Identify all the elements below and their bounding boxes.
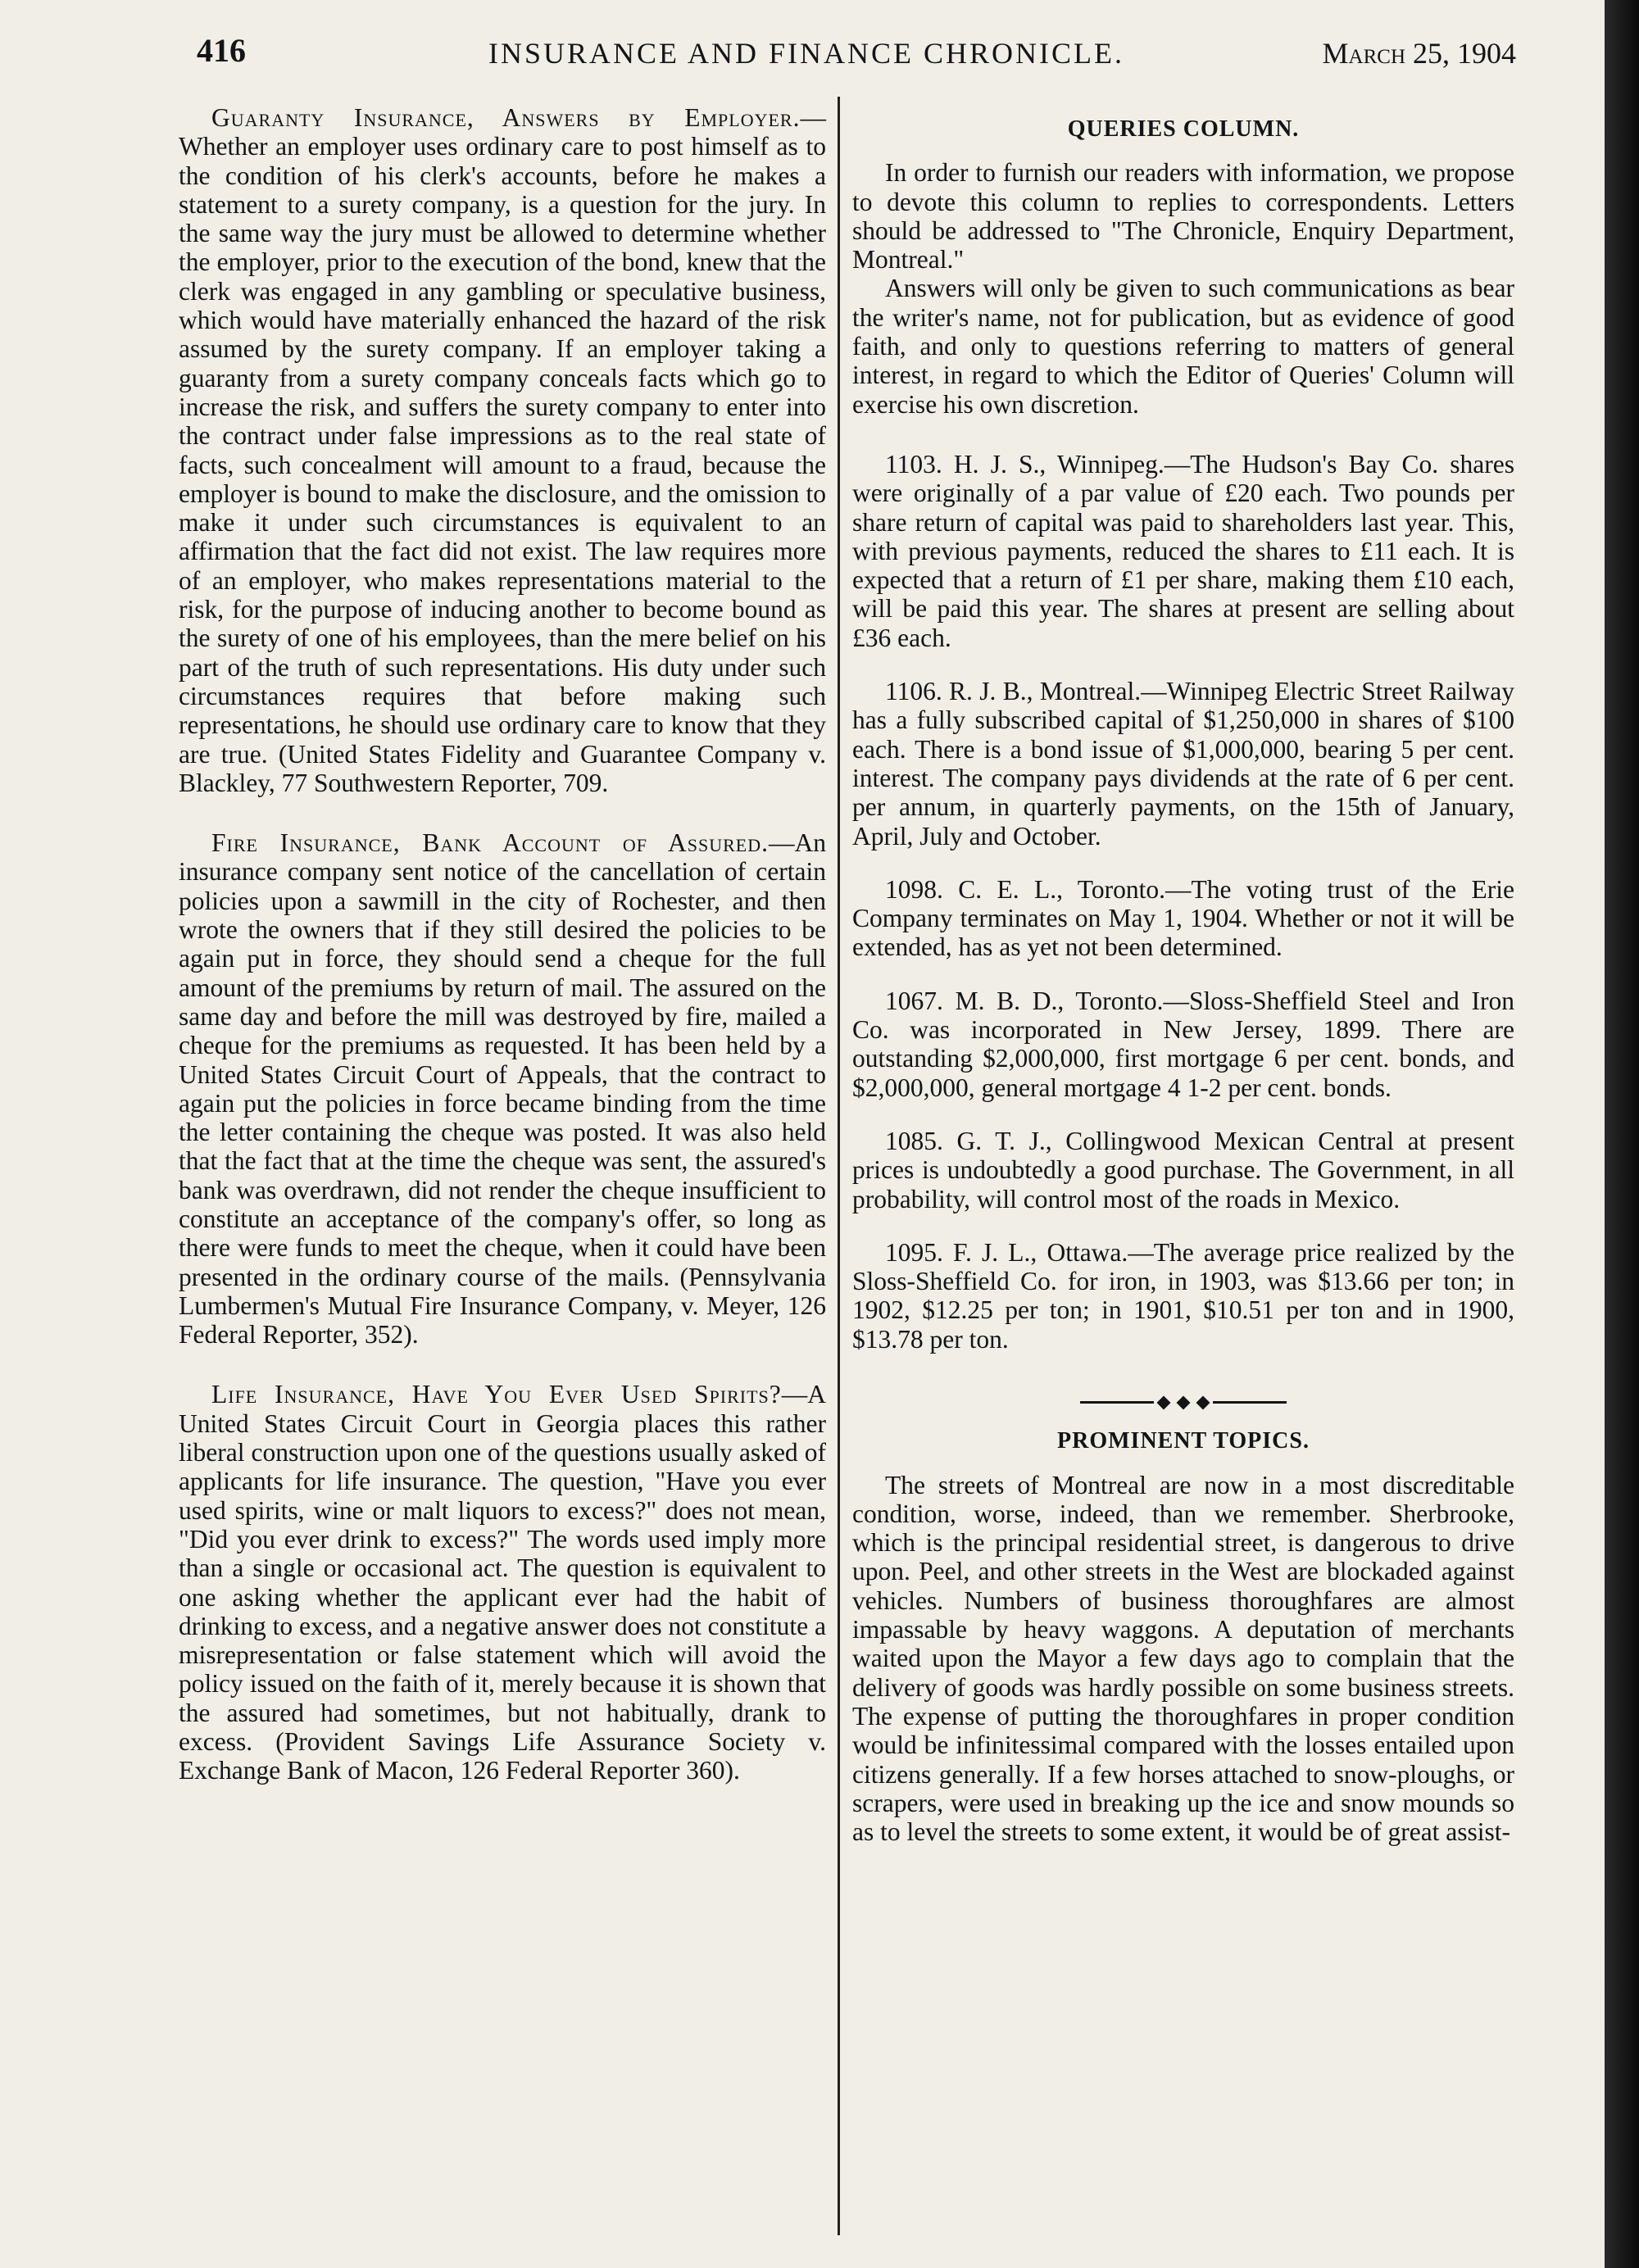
section-ornament	[852, 1386, 1514, 1415]
article-heading: Fire Insurance, Bank Account of Assured.	[211, 828, 769, 858]
prominent-topics-heading: PROMINENT TOPICS.	[1057, 1428, 1310, 1454]
article-body: —A United States Circuit Court in Georgia places this rather liberal construction upon one of the questions usually asked of applicants for life insurance. The question, "Have you ever used spirits, wine or malt liquors to excess?" does not mean, "Did you ever drink to excess?" The words used imply more than a single or occasional act. The question is equivalent to one asking whether the applicant ever had the habit of drinking to excess, and a negative answer does not constitute a misrepresentation or false statement which will avoid the policy issued on the faith of it, merely because it is shown that the assured had sometimes, but not habitually, drank to excess. (Provident Savings Life Assurance Society v. Exchange Bank of Macon, 126 Federal Reporter 360).	[179, 1380, 826, 1785]
page-header	[0, 31, 1613, 80]
article-paragraph	[179, 1380, 826, 1785]
column-divider	[838, 97, 840, 2235]
query-item: 1098. C. E. L., Toronto.—The voting trust of the Erie Company terminates on May 1, 1904. Whether or not it will be extended, has as yet not been determined.	[852, 874, 1514, 962]
queries-column-heading: QUERIES COLUMN.	[1067, 116, 1300, 142]
query-item: 1067. M. B. D., Toronto.—Sloss-Sheffield Steel and Iron Co. was incorporated in New Jersey, 1899. There are outstanding $2,000,000, first mortgage 6 per cent. bonds, and $2,000,000, general mortgage 4 1-2 per cent. bonds.	[852, 986, 1514, 1102]
article-heading: Guaranty Insurance, Answers by Employer.	[211, 103, 801, 132]
article-body: —Whether an employer uses ordinary care to post himself as to the condition of his clerk's accounts, before he makes a statement to a surety company, is a question for the jury. In the same way the jury must be allowed to determine whether the employer, prior to the execution of the bond, knew that the clerk was engaged in any gambling or speculative business, which would have materially enhanced the hazard of the risk assumed by the surety company. If an employer taking a guaranty from a surety company conceals facts which go to increase the risk, and suffers the surety company to enter into the contract under false impressions as to the real state of facts, such concealment will amount to a fraud, because the employer is bound to make the disclosure, and the omission to make it under such circumstances is equivalent to an affirmation that the fact did not exist. The law requires more of an employer, who makes representations material to the risk, for the purpose of inducing another to become bound as the surety of one of his employees, than the mere belief on his part of the truth of such representations. His duty under such circumstances requires that before making such representations, he should use ordinary care to know that they are true. (United States Fidelity and Guarantee Company v. Blackley, 77 Southwestern Reporter, 709.	[179, 103, 826, 797]
right-column	[852, 103, 1514, 1846]
intro-paragraph: Answers will only be given to such communications as bear the writer's name, not for publication, but as evidence of good faith, and only to questions referring to matters of general interest, in regard to which the Editor of Queries' Column will exercise his own discretion.	[852, 274, 1514, 419]
running-title: INSURANCE AND FINANCE CHRONICLE.	[488, 37, 1125, 70]
article-body: —An insurance company sent notice of the cancellation of certain policies upon a sawmill in the city of Rochester, and then wrote the owners that if they still desired the policies to be again put in force, they should send a cheque for the full amount of the premiums by return of mail. The assured on the same day and before the mill was destroyed by fire, mailed a cheque for the premiums as requested. It has been held by a United States Circuit Court of Appeals, that the contract to again put the policies in force became binding from the time the letter containing the cheque was posted. It was also held that the fact that at the time the cheque was sent, the assured's bank was overdrawn, did not render the cheque insufficient to constitute an acceptance of the company's offer, so long as there were funds to meet the cheque, when it could have been presented in the ordinary course of the mails. (Pennsylvania Lumbermen's Mutual Fire Insurance Company, v. Meyer, 126 Federal Reporter, 352).	[179, 828, 826, 1349]
article-paragraph	[179, 103, 826, 797]
article-guaranty-insurance	[179, 103, 826, 797]
intro-paragraph: In order to furnish our readers with information, we propose to devote this column to replies to correspondents. Letters should be addressed to "The Chronicle, Enquiry Department, Montreal."	[852, 158, 1514, 274]
scan-edge	[1605, 0, 1639, 2268]
query-item: 1106. R. J. B., Montreal.—Winnipeg Electric Street Railway has a fully subscribed capital of $1,250,000 in shares of $100 each. There is a bond issue of $1,000,000, bearing 5 per cent. interest. The company pays dividends at the rate of 6 per cent. per annum, in quarterly payments, on the 15th of January, April, July and October.	[852, 677, 1514, 850]
queries-intro	[852, 158, 1514, 419]
topics-paragraph: The streets of Montreal are now in a most discreditable condition, worse, indeed, than we remember. Sherbrooke, which is the principal residential street, is dangerous to drive upon. Peel, and other streets in the West are blockaded against vehicles. Numbers of business thoroughfares are almost impassable by heavy waggons. A deputation of merchants waited upon the Mayor a few days ago to complain that the delivery of goods was hardly possible on some business streets. The expense of putting the thoroughfares in proper condition would be infinitessimal compared with the losses entailed upon citizens generally. If a few horses attached to snow-ploughs, or scrapers, were used in breaking up the ice and snow mounds so as to level the streets to some extent, it would be of great assist-	[852, 1470, 1514, 1847]
article-paragraph	[179, 828, 826, 1349]
page-number: 416	[197, 32, 246, 69]
article-life-insurance	[179, 1380, 826, 1785]
query-item: 1103. H. J. S., Winnipeg.—The Hudson's Bay Co. shares were originally of a par value of £20 each. Two pounds per share return of capital was paid to shareholders last year. This, with previous payments, reduced the shares to £11 each. It is expected that a return of £1 per share, making them £10 each, will be paid this year. The shares at present are selling about £36 each.	[852, 449, 1514, 652]
prominent-topics	[852, 1471, 1514, 1847]
article-heading: Life Insurance, Have You Ever Used Spirits?	[211, 1380, 782, 1409]
query-item: 1095. F. J. L., Ottawa.—The average price realized by the Sloss-Sheffield Co. for iron, in 1903, was $13.66 per ton; in 1902, $12.25 per ton; in 1901, $10.51 per ton and in 1900, $13.78 per ton.	[852, 1237, 1514, 1354]
article-fire-insurance	[179, 828, 826, 1349]
query-item: 1085. G. T. J., Collingwood Mexican Central at present prices is undoubtedly a good purchase. The Government, in all probability, will control most of the roads in Mexico.	[852, 1126, 1514, 1213]
issue-date: March 25, 1904	[1322, 37, 1516, 70]
left-column	[179, 103, 826, 1817]
